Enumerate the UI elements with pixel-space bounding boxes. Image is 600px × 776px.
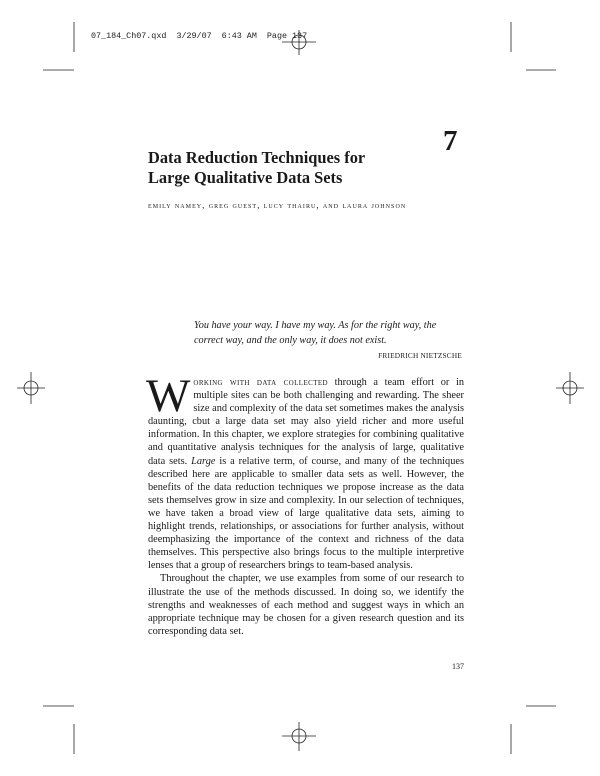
epigraph-quote: You have your way. I have my way. As for the right way, the correct way, and the only way, it does not exist. — [194, 320, 437, 347]
chapter-title-line-2: Large Qualitative Data Sets — [148, 167, 343, 187]
chapter-number: 7 — [443, 125, 458, 157]
registration-target-right — [556, 372, 584, 404]
drop-cap: W — [146, 370, 191, 422]
epigraph-attribution: FRIEDRICH NIETZSCHE — [378, 351, 462, 360]
registration-target-left — [17, 372, 45, 404]
chapter-authors: emily namey, greg guest, lucy thairu, and laura johnson — [148, 200, 407, 210]
body-text — [146, 370, 464, 638]
body-paragraph-2: Throughout the chapter, we use examples from some of our research to illustrate the use of the methods discussed. In doing so, we identify the strengths and weaknesses of each method and suggest ways in which an appropriate technique may be chosen for a given research question and its corresponding data set. — [148, 573, 464, 637]
registration-target-bottom — [282, 722, 316, 751]
page-number: 137 — [452, 662, 464, 671]
paragraph-1-text: through a team effort or in multiple sites can be both challenging and rewarding. The sheer size and complexity of the data set sometimes makes the analysis daunting, cbut a large data set may also yield richer and more useful information. In this chapter, we explore strategies for combining qualitative and quantitative analysis techniques for the analysis of large, qualitative data sets. — [148, 377, 464, 467]
paragraph-1-italic-term: Large — [191, 455, 216, 467]
slug-line: 07_184_Ch07.qxd 3/29/07 6:43 AM Page 137 — [91, 31, 308, 41]
chapter-title-line-1: Data Reduction Techniques for — [148, 148, 366, 167]
lead-in-small-caps: orking with data collected — [193, 377, 329, 388]
paragraph-1-text-end: is a relative term, of course, and many of the techniques described here are applicable to smaller data sets as well. However, the benefits of the data reduction techniques we propose increase as the data sets themselves grow in size and complexity. In our selection of techniques, we have taken a broad view of large qualitative data sets, aiming to highlight trends, relationships, or associations for further analysis, without deemphasizing the importance of the context and richness of the data themselves. This perspective also brings focus to the multiple interpretive lenses that a group of researchers brings to team-based analysis. — [148, 455, 464, 572]
body-paragraph-1 — [146, 370, 464, 572]
chapter-title — [148, 148, 428, 187]
registration-target-top — [282, 30, 316, 55]
